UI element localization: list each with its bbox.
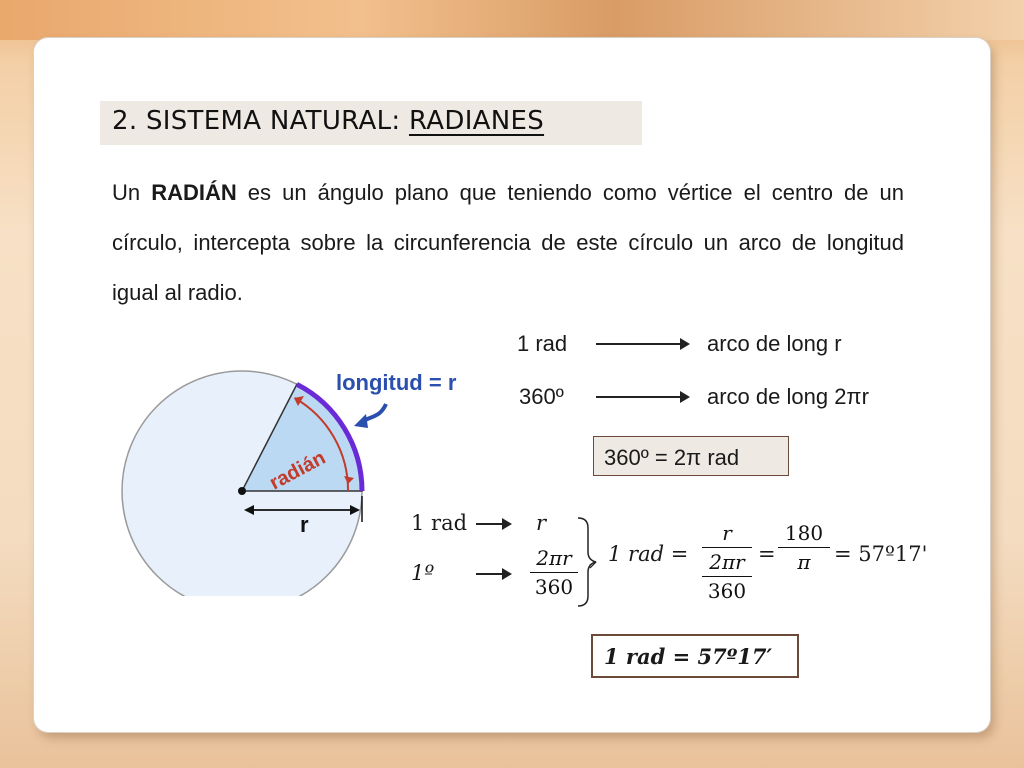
fraction-denominator: 360: [534, 575, 574, 599]
fraction-r-over-2pir-360: [702, 521, 752, 603]
center-point: [238, 487, 246, 495]
header-band: [0, 0, 1024, 40]
fraction-2pir-over-360: [530, 546, 578, 599]
derivation-row2-left: 1º: [411, 561, 435, 585]
equation-equals: =: [758, 542, 776, 566]
relation-2-arrow: [596, 396, 688, 398]
fraction-numerator: 2πr: [536, 546, 572, 570]
arc-length-label: longitud = r: [336, 370, 457, 395]
relation-1-arrow: [596, 343, 688, 345]
fraction-denominator-bottom: 360: [707, 579, 747, 603]
callout-arrow-head: [354, 414, 368, 428]
fraction-denominator: π: [797, 550, 811, 574]
relation-2-left: 360º: [519, 384, 564, 409]
relation-2-right: arco de long 2πr: [707, 384, 869, 409]
derivation-row1-left: 1 rad: [411, 511, 468, 535]
fraction-numerator: r: [722, 521, 732, 545]
heading-underlined: RADIANES: [408, 106, 545, 136]
grouping-brace: [576, 516, 602, 608]
heading-prefix: 2. SISTEMA NATURAL:: [112, 106, 409, 136]
derivation-row1-right: r: [536, 511, 547, 535]
equation-result: = 57º17': [834, 542, 928, 566]
radian-diagram: [118, 356, 488, 596]
fraction-numerator: 180: [784, 521, 824, 545]
slide-heading: [112, 106, 544, 136]
fraction-denominator-top: 2πr: [709, 550, 745, 574]
definition-paragraph: [112, 168, 904, 318]
relation-1-left: 1 rad: [517, 331, 568, 356]
relation-1-right: arco de long r: [707, 331, 842, 356]
equation-lhs: 1 rad =: [608, 542, 689, 566]
angle-label: radián: [265, 446, 330, 495]
radius-label: r: [300, 512, 309, 537]
fraction-180-over-pi: [778, 521, 830, 574]
para-text-start: Un: [112, 180, 152, 205]
derivation-row1-arrow: [476, 523, 510, 525]
final-result-text: 1 rad = 57º17′: [604, 644, 772, 669]
para-text-rest: es un ángulo plano que teniendo como vértice el centro de un círculo, intercepta sobre la circunferencia de este círculo un arco de longitud igual al radio.: [112, 180, 904, 305]
equivalence-text: 360º = 2π rad: [604, 445, 740, 470]
derivation-row2-arrow: [476, 573, 510, 575]
para-bold-term: RADIÁN: [151, 180, 237, 205]
